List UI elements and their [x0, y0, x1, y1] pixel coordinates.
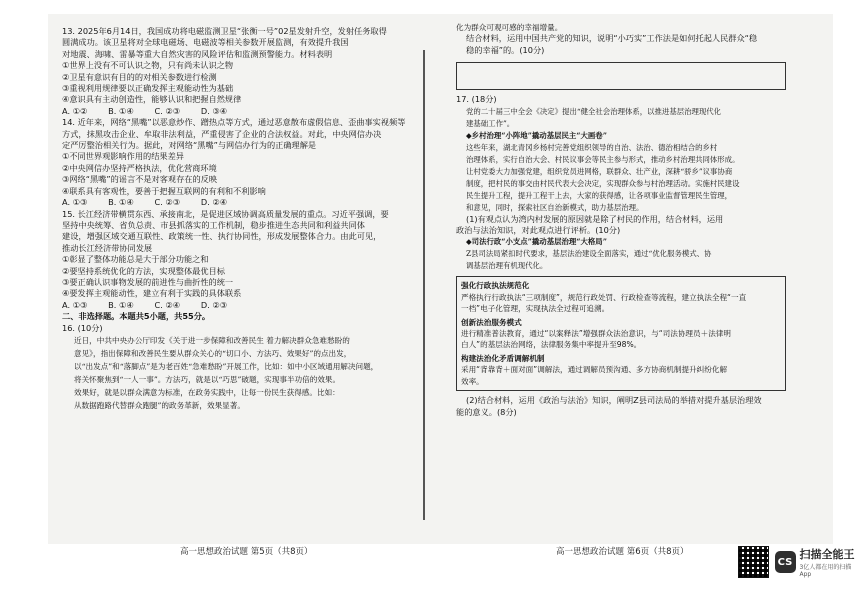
q17-sub1-line: 民生提升工程，提升工程干上去，大家的获得感，让各项事业监督管理民生管理，: [466, 190, 733, 200]
q14-line: ②中央网信办坚持严格执法，优化营商环境: [62, 162, 217, 173]
q13-stem-line: 圆满成功。该卫星将对全球电磁场、电磁波等相关参数开展监测，有效提升我国: [62, 37, 349, 48]
q17-intro: 建基础工作”。: [466, 118, 515, 128]
q13-choices: A. ①② B. ①④ C. ②③ D. ③④: [62, 105, 228, 116]
q15-option: ④要发挥主观能动性，建立有利于实践的具体联系: [62, 288, 242, 299]
q15-option: ②要坚持系统优化的方法，实现整体最优目标: [62, 265, 225, 276]
page-left: [62, 26, 420, 412]
q15-option: ①彰显了整体功能总是大于部分功能之和: [62, 254, 209, 265]
measure-body: 一档”电子化管理，实现执法全过程可追溯。: [461, 304, 610, 314]
q15-stem-line: 坚持中央统筹、省负总责、市县抓落实的工作机制，稳步推进生态共同和利益共同体: [62, 219, 365, 230]
q16-material-line: 近日，中共中央办公厅印发《关于进一步保障和改善民生 着力解决群众急难愁盼的: [74, 335, 350, 345]
measure-body: 白人”的基层法治网络，法律服务集中率提升至98%。: [461, 340, 642, 350]
q14-line: 定严厉整治相关行为。据此，对网络“黑嘴”与网信办行为的正确理解是: [62, 140, 317, 151]
page-footer-left: 高一思想政治试题 第5页（共8页）: [180, 547, 313, 557]
q13-option: ③重视利用规律要以正确发挥主观能动性为基础: [62, 83, 234, 94]
page-footer-right: 高一思想政治试题 第6页（共8页）: [556, 547, 689, 557]
measures-table: [456, 276, 786, 391]
q17-sub1-line: 治理体系，实行自治大会、村民议事会等民主参与形式，推动乡村治理共同体形成。: [466, 154, 740, 164]
scanner-watermark: [738, 546, 860, 578]
q17-sub2-line: Z县司法局紧扣时代要求，基层法治建设全面落实，通过“优化服务模式、协: [466, 249, 712, 259]
q16-material-line: 将关怀聚焦到“一人一事”。方法巧，就是以“巧思”破题，实现事半功倍的效果。: [74, 374, 341, 384]
watermark-title: 扫描全能王: [799, 548, 855, 561]
q15-choices: A. ①③ B. ①④ C. ②④ D. ②③: [62, 299, 228, 310]
q14-line: 方式，抹黑攻击企业、牟取非法利益，严重侵害了企业的合法权益。对此，中央网信办决: [62, 128, 382, 139]
measure-body: 采用“背靠背＋面对面”调解法，通过调解员预沟通、多方协商机制提升纠纷化解: [461, 365, 728, 375]
q17-sub1-line: 这些年来，湖北青冈乡杨村完善党组织领导的自治、法治、德治相结合的乡村: [466, 142, 718, 152]
q17-sub1-title: ◆乡村治理“小阵地”撬动基层民主“大画卷”: [466, 130, 607, 140]
q13-option: ②卫星有意识有目的的对相关参数进行检测: [62, 71, 217, 82]
q16-material-line: 从数据跑路代替群众跑腿”的政务革新，效果显著。: [74, 400, 245, 410]
watermark-subtitle: 3亿人都在用的扫描App: [799, 564, 852, 578]
q16-material-line: 意见》，指出保障和改善民生要从群众关心的“切口小、方法巧、效果好”的点出发，: [74, 348, 352, 358]
q15-option: ③要正确认识事物发展的前进性与曲折性的统一: [62, 276, 234, 287]
section-2-heading: 二、非选择题。本题共5小题，共55分。: [62, 311, 211, 322]
question-17: [456, 94, 786, 418]
q14-line: 14. 近年来，网络“黑嘴”以恶意炒作、蹭热点等方式，通过恶意散布虚假信息、歪曲事实视频等: [62, 117, 406, 128]
q13-stem-line: 对地震、海啸、雷暴等重大自然灾害的风险评估和监测预警能力。材料表明: [62, 48, 333, 59]
q17-head: 17. (18分): [456, 94, 497, 105]
qr-code-icon: [738, 546, 769, 578]
q14-line: ④联系具有客观性，要善于把握互联网的有利和不利影响: [62, 185, 266, 196]
q15-stem-line: 建设，增强区域交通互联性、政策统一性、执行协同性，形成发展整体合力。由此可见，: [62, 231, 382, 242]
q16-task-line: 结合材料，运用中国共产党的知识，说明“小巧实”工作法是如何托起人民群众“稳: [466, 33, 758, 44]
q17-sub2-line: 调基层治理有机现代化。: [466, 261, 548, 271]
question-15: [62, 209, 420, 312]
question-16: [62, 323, 420, 412]
q17-task1: (1)有观点认为湾内村发展的原因就是除了村民的作用，结合材料，运用: [466, 213, 724, 224]
q14-choices: A. ①③ B. ①④ C. ②③ D. ②④: [62, 197, 228, 208]
q13-stem-line: 13. 2025年6月14日，我国成功将电磁监测卫星“张衡一号”02星发射升空，发射任务取得: [62, 26, 387, 36]
q15-stem-line: 15. 长江经济带横贯东西、承接南北，是促进区域协调高质量发展的重点。习近平强调，要: [62, 208, 389, 219]
answer-box: [456, 62, 786, 90]
q13-option: ①世界上没有不可认识之物，只有尚未认识之物: [62, 60, 234, 71]
page-divider: [423, 50, 425, 520]
measure-body: 进行精准普法教育，通过“以案释法”增强群众法治意识，与“司法协理员＋法律明: [461, 329, 731, 339]
q16-task-line: 稳的幸福”的。(10分): [466, 44, 545, 55]
question-14: [62, 117, 420, 208]
q17-task2: (2)结合材料，运用《政治与法治》知识，阐明Z县司法局的举措对提升基层治理效: [466, 395, 762, 406]
page-right: [456, 22, 786, 418]
camscanner-logo-icon: CS: [775, 551, 796, 573]
q17-task1: 政治与法治知识，对此观点进行评析。(10分): [456, 225, 621, 236]
q17-sub2-title: ◆司法行政“小支点”撬动基层治理“大格局”: [466, 237, 607, 247]
q17-sub1-line: 让村党委大力加强党建，组织党员进网格，联群众、壮产业，深耕“骄乡”议事协商: [466, 166, 733, 176]
question-13: [62, 26, 420, 117]
q16-material-carry: 化为群众可观可感的幸福增量。: [456, 23, 563, 32]
q13-option: ④意识具有主动创造性，能够认识和把握自然规律: [62, 94, 242, 105]
measure-title: 构建法治化矛盾调解机制: [461, 353, 545, 363]
measure-body: 严格执行行政执法“三项制度”，规范行政处罚、行政检查等流程，建立执法全程“一直: [461, 292, 747, 302]
measure-body: 效率。: [461, 376, 484, 386]
q14-line: ③网络“黑嘴”的谣言不是对客观存在的反映: [62, 174, 218, 185]
q17-task2: 能的意义。(8分): [456, 406, 517, 417]
q17-sub1-line: 和意见，同时，探索社区自治新模式，助力基层治理。: [466, 202, 644, 212]
q16-head: 16. (10分): [62, 322, 103, 333]
q17-sub1-line: 制度，把村民的事交由村民代表大会决定，实现群众参与村治理活动。实施村民建设: [466, 178, 740, 188]
q17-intro: 党的二十届三中全会《决定》提出“健全社会治理体系，以推进基层治理现代化: [466, 106, 722, 116]
measure-title: 创新法治服务模式: [461, 317, 522, 327]
q15-stem-line: 推动长江经济带协同发展: [62, 242, 153, 253]
measure-title: 强化行政执法规范化: [461, 281, 530, 291]
q14-line: ①不同世界观影响作用的结果差异: [62, 151, 184, 162]
q16-material-line: 效果好，就是以群众满意为标准，在政务实践中，让每一份民生获得感。比如：: [74, 387, 340, 397]
q16-material-line: 以“出发点”和“落脚点”是为老百姓“急难愁盼”开展工作，比如：如中小区域通用解决问题，: [74, 361, 379, 371]
